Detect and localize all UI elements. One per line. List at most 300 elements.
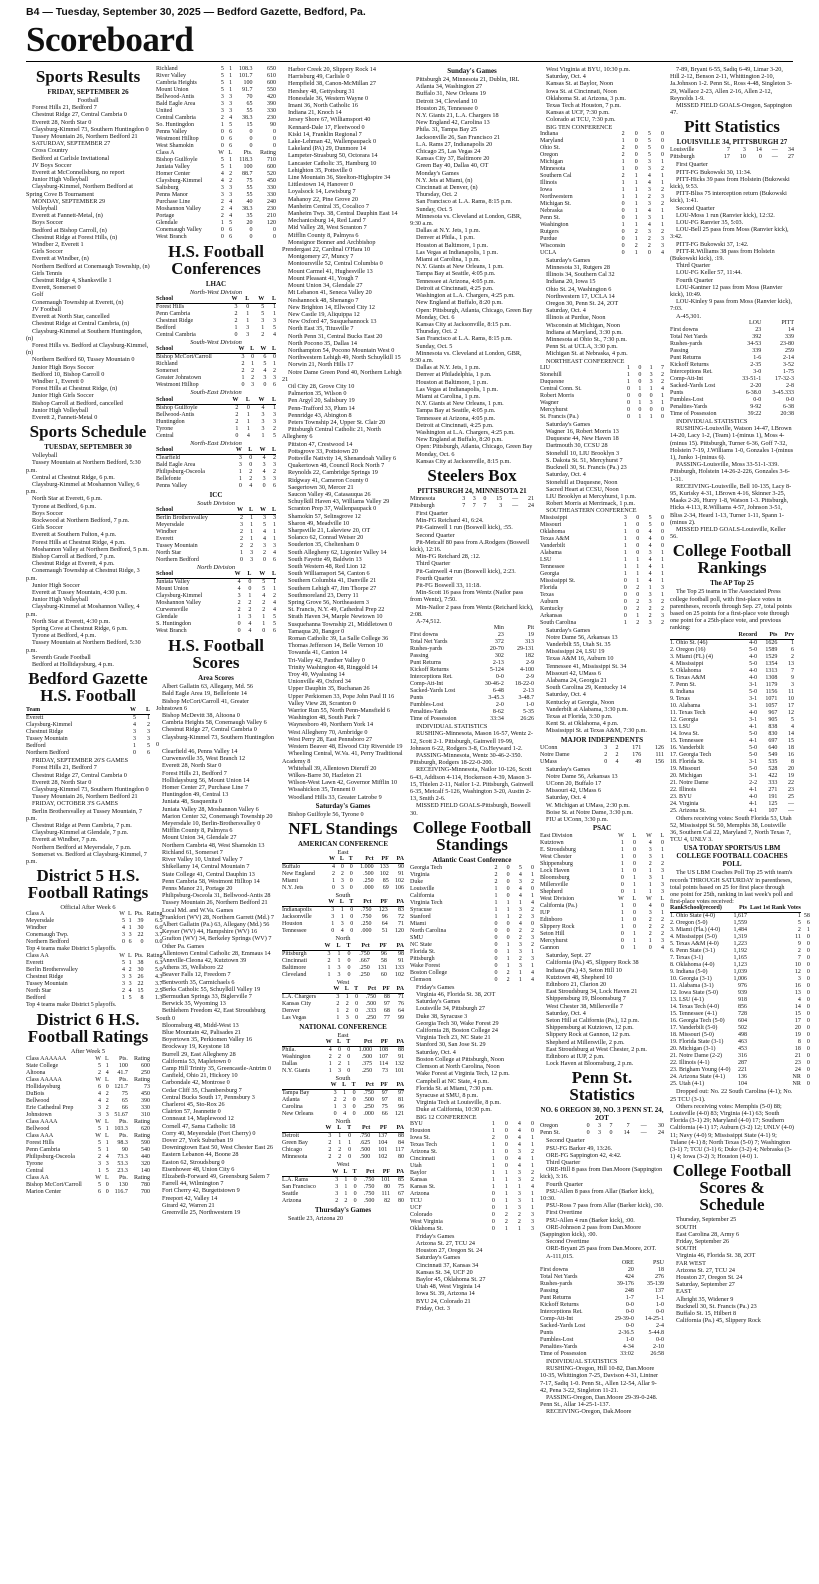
table-cell: 1	[661, 854, 664, 861]
table-row	[156, 108, 276, 115]
table-cell: 5	[273, 621, 276, 628]
table-cell: Texas Tech	[410, 1141, 437, 1148]
table-cell: 4. Mississippi	[670, 660, 704, 667]
list-item: Mount Union 34, Glendale 27	[162, 834, 237, 842]
table-cell: 0	[661, 903, 664, 910]
table-cell: 0	[806, 1053, 810, 1060]
table-cell: 1	[636, 556, 640, 563]
list-item: Cambria Heights 58, Conemaugh Valley 6	[162, 719, 267, 727]
list-item: FRIDAY, OCTOBER 3'S GAMES	[32, 800, 118, 808]
table-cell: 0	[620, 945, 624, 952]
table-cell: 0	[504, 1141, 508, 1148]
table-cell: 0	[350, 921, 354, 928]
table-cell: Rating	[260, 150, 276, 156]
table-row	[26, 1098, 150, 1105]
column-4	[410, 66, 534, 1576]
table-cell: 2	[648, 861, 652, 868]
table-cell: 102	[395, 878, 404, 885]
table-cell: 26:26	[520, 716, 534, 723]
list-item: Iowa St. at Cincinnati, Noon	[546, 87, 617, 95]
table-cell: Windber	[26, 925, 47, 932]
table-cell: 0-0	[786, 396, 794, 403]
list-item: Georgia Tech 30, Wake Forest 29	[416, 1019, 499, 1027]
list-item: Albert Gallatin (Pa.) 63, Allegany (Md.) 56	[162, 920, 270, 928]
table-cell: W	[218, 150, 224, 156]
table-cell: W	[327, 986, 339, 994]
list-item: Upper Perkiomen 33, Pope John Paul II 16	[288, 692, 395, 700]
table-cell: PF	[372, 899, 388, 907]
table-cell: .750	[361, 914, 372, 921]
table-row	[156, 433, 276, 440]
table-cell: 5-124	[489, 667, 504, 674]
list-item: Huntingdon 49, Central 13	[162, 791, 229, 799]
table-cell: 66	[381, 1111, 388, 1118]
table-cell: 6. Penn State (3-1)	[670, 948, 715, 955]
table-cell: 0	[483, 495, 487, 502]
table-header-row	[282, 1169, 404, 1177]
table-cell: 1	[327, 971, 331, 978]
list-item: Tampa Bay at Seattle, 4:05 p.m.	[416, 407, 496, 415]
list-item: RUSHING-Minnesota, Mason 16-57, Wentz 2-12, Scott 2-1. Pittsburgh, Gainwell 19-99, Johnson 6-22, Rodgers 3-8, Co.Heyward 1-2.	[410, 730, 533, 752]
table-cell: 0	[333, 1111, 337, 1118]
table-cell: 1	[649, 413, 653, 420]
list-item: New England 42, Carolina 13	[416, 119, 490, 127]
table-cell: 4-1	[749, 800, 758, 807]
table-row	[156, 185, 276, 192]
list-item: Green Bay 40, Dallas 40, OT	[416, 162, 489, 170]
table-row	[410, 1121, 534, 1128]
list-item: JV Boys Soccer	[32, 161, 72, 169]
table-cell: 15	[496, 495, 503, 502]
table-cell: 0	[504, 1162, 508, 1169]
table-row	[670, 731, 794, 738]
table-cell: North Star	[156, 550, 182, 557]
table-cell: 2	[249, 475, 253, 482]
table-cell: 102	[395, 971, 404, 978]
list-item: West Allegheny 70, Ambridge 0	[288, 728, 368, 736]
table-cell: 21. Notre Dame (2-2)	[670, 1053, 722, 1060]
big12-table	[410, 1121, 534, 1233]
table-cell: Bedford	[26, 995, 46, 1002]
table-cell: L	[339, 986, 348, 994]
table-cell: 0	[621, 214, 625, 221]
table-cell: 14-25-1	[645, 1315, 664, 1322]
table-cell: 4	[531, 969, 534, 976]
table-cell: Phila.	[282, 1046, 296, 1053]
table-cell: 0	[636, 535, 640, 542]
table-cell: 2	[249, 468, 253, 475]
hs-scores-list	[156, 683, 276, 1216]
table-cell: 0	[352, 1097, 356, 1104]
list-item: Saturday, Oct. 4	[546, 471, 586, 479]
nec-table	[540, 365, 664, 421]
list-item: Detroit at Cincinnati, 4:25 p.m.	[416, 421, 494, 429]
table-cell: Everett	[156, 536, 174, 543]
table-row	[156, 375, 276, 382]
list-item: Tennessee 41, Mississippi St. 34	[546, 662, 627, 670]
table-cell: 137	[378, 1133, 388, 1140]
table-row	[26, 911, 162, 918]
list-item: PITT-FG Bukowski 30, 11:34.	[676, 168, 752, 176]
table-row	[540, 550, 664, 557]
list-item: Tussey Mountain at Northern Bedford, 5:30 p.m.	[26, 459, 141, 474]
table-cell: 2-13	[492, 660, 504, 667]
table-cell: Tennessee	[282, 928, 307, 935]
table-cell: 0	[806, 934, 810, 941]
table-cell: Jacksonville	[282, 914, 312, 921]
list-item: Neshannock 48, Shenango 7	[288, 296, 359, 304]
table-row	[410, 639, 534, 646]
table-cell: 2	[220, 206, 224, 212]
table-cell: 30-46-2	[484, 681, 504, 688]
table-cell: Detroit	[282, 1133, 299, 1140]
table-cell: 4-0	[749, 639, 758, 646]
table-cell: 2	[229, 178, 233, 184]
list-item: Monday's Games	[416, 169, 459, 177]
table-row	[540, 180, 664, 187]
table-row	[540, 613, 664, 620]
table-cell: 4	[128, 988, 132, 995]
table-cell: 1	[621, 137, 625, 144]
table-cell: Bald Eagle Area	[156, 461, 196, 468]
table-row	[282, 1147, 404, 1154]
table-cell: 100	[243, 80, 253, 86]
table-cell: DuBois	[26, 1090, 45, 1097]
table-cell: PA	[388, 1082, 404, 1090]
table-cell: 0	[531, 1127, 534, 1134]
table-cell: 21. Notre Dame	[670, 779, 709, 786]
list-item: SOUTH	[676, 1223, 697, 1231]
table-cell: 2-9	[526, 674, 534, 681]
table-cell: 91.7	[241, 87, 253, 93]
table-cell: 1	[340, 914, 344, 921]
table-row	[156, 586, 276, 593]
table-cell: 24	[528, 502, 534, 509]
table-row	[410, 921, 534, 928]
table-row	[670, 808, 794, 815]
table-cell: 0	[249, 227, 253, 233]
district5-table	[26, 911, 162, 1009]
nfl-division-table	[282, 1125, 404, 1161]
list-item: Monday, Oct. 6	[416, 450, 455, 458]
table-cell: N.Y. Giants	[282, 1067, 311, 1074]
list-item: Miami at Carolina, 1 p.m.	[416, 256, 481, 264]
table-cell: 71	[398, 993, 404, 1000]
table-cell: 3	[649, 378, 653, 385]
table-cell: 1	[531, 1190, 534, 1197]
table-row	[410, 646, 534, 653]
table-cell: West Branch	[156, 628, 187, 635]
list-item: MISSED FIELD GOALS-Oregon, Sappington 47.	[670, 102, 792, 117]
table-cell: 117	[395, 1147, 404, 1154]
table-cell: 17	[794, 1018, 801, 1025]
list-item: Saturday, Oct. 4	[546, 73, 586, 81]
table-cell: 6	[273, 557, 276, 564]
table-cell: L	[660, 896, 664, 903]
table-cell: 2	[661, 931, 664, 938]
list-item: Quakertown 48, Council Rock North 7	[288, 462, 385, 470]
table-cell: 17. Vanderbilt (5-0)	[670, 1025, 718, 1032]
table-cell: 3	[220, 192, 224, 198]
table-cell: 3	[273, 461, 276, 468]
table-cell: .250	[361, 1067, 373, 1074]
nfl-standings-heading: NFL Standings	[288, 818, 398, 838]
table-cell: Slippery Rock	[540, 924, 575, 931]
table-cell: 5	[97, 1062, 101, 1069]
table-cell: 20	[794, 1025, 801, 1032]
table-cell: Juniata Valley	[156, 164, 190, 170]
table-cell: 1	[261, 432, 265, 439]
table-row	[670, 738, 794, 745]
table-cell: 1	[338, 1133, 342, 1140]
table-cell: 0	[248, 579, 252, 586]
table-cell: Indianapolis	[282, 907, 312, 914]
table-row	[540, 585, 664, 592]
table-cell: 104	[378, 1140, 388, 1147]
table-cell: Clemson	[410, 976, 432, 983]
table-cell: 0	[506, 934, 510, 941]
list-item: Woodland Hills 33, Greater Latrobe 9	[288, 793, 382, 801]
table-cell: 70	[246, 94, 253, 100]
list-item: Everett 28, North Star 0	[32, 118, 92, 126]
list-item: Bedford at Bishop Carroll, (n)	[32, 226, 107, 234]
list-item: Boise St. at Notre Dame, 3:30 p.m.	[546, 808, 633, 816]
table-cell: 4	[262, 593, 266, 600]
list-item: Conneaut 14, Maplewood 12	[162, 1115, 234, 1123]
table-cell: Missouri	[540, 521, 562, 528]
list-item: Chestnut Ridge at Forest Hills, (n)	[32, 233, 118, 241]
table-cell: Virginia	[410, 871, 430, 878]
table-cell: 2	[97, 1153, 101, 1160]
table-cell: 20	[788, 765, 794, 772]
table-cell: Total Net Yards	[410, 639, 448, 646]
table-cell: 3	[661, 612, 664, 619]
table-cell: 67	[398, 1190, 404, 1197]
nfl-division-heading: West	[336, 978, 350, 986]
table-cell: Saltsburg	[156, 185, 179, 191]
list-item: Saturday's Games	[546, 256, 591, 264]
table-cell: 2	[340, 871, 344, 878]
table-row	[26, 974, 162, 981]
table-cell: 0	[633, 861, 636, 868]
saturday-games-list	[282, 811, 404, 818]
table-cell: 0	[349, 878, 353, 885]
table-cell: L	[332, 1039, 341, 1047]
table-cell: 4	[647, 172, 651, 179]
table-cell: Pts.	[119, 1132, 128, 1139]
table-cell: PA	[388, 899, 404, 907]
list-item: Everett at North Star, cancelled	[32, 313, 110, 321]
table-row	[156, 164, 276, 171]
table-row	[540, 393, 664, 400]
table-cell: 103.3	[114, 1125, 128, 1132]
table-cell: Pittsburgh	[282, 950, 307, 957]
list-item: Valley View 28, Scranton 0	[288, 699, 356, 707]
table-row	[540, 145, 664, 152]
table-row	[410, 977, 534, 984]
table-cell: 967	[768, 709, 778, 716]
table-cell: 1	[246, 318, 250, 325]
table-cell: Syracuse	[410, 906, 432, 913]
table-cell: W	[119, 953, 125, 960]
list-item: Open: Pittsburgh, Atlanta, Chicago, Green Bay	[416, 443, 533, 451]
table-cell: Florida St.	[410, 948, 436, 955]
table-cell: Northwestern	[540, 193, 573, 200]
table-cell: 16	[794, 983, 801, 990]
table-cell: 1	[273, 304, 276, 311]
table-cell: 8-62	[492, 709, 504, 716]
table-cell: 1	[229, 164, 233, 170]
table-row	[282, 1046, 404, 1054]
district6-table	[26, 1056, 150, 1196]
table-cell: 2	[494, 864, 498, 871]
table-cell: 15	[137, 988, 144, 995]
table-cell: 0	[347, 950, 351, 957]
column-5	[540, 66, 664, 1576]
list-item: Waynesboro 49, Northern York 14	[288, 721, 374, 729]
big-ten-table	[540, 131, 664, 257]
table-cell: 23.3	[117, 1167, 128, 1174]
table-cell: Mississippi	[540, 514, 568, 521]
table-cell: 8	[140, 995, 144, 1002]
table-cell: 3	[462, 495, 466, 502]
table-row	[410, 1212, 534, 1219]
table-cell: Houston	[282, 921, 303, 928]
table-cell: 700	[141, 1188, 150, 1195]
table-cell: 2	[661, 371, 664, 378]
table-cell: 5. Oklahoma	[670, 667, 701, 674]
table-cell: 21	[528, 495, 534, 502]
table-cell: W	[223, 296, 238, 304]
table-cell	[116, 946, 125, 953]
table-cell: L	[632, 833, 636, 840]
table-cell: 13. LSU (4-1)	[670, 997, 704, 1004]
table-row	[410, 914, 534, 921]
table-cell: 4	[97, 1090, 101, 1097]
table-cell: 0	[140, 939, 144, 946]
table-cell: W	[254, 346, 266, 354]
table-cell: 1	[494, 913, 498, 920]
division-table	[156, 447, 276, 490]
table-cell: 330	[141, 1104, 150, 1111]
list-item: RUSHING-Oregon, Hill 10-82, Dan.Moore 10-35, Whittington 7-25, Davison 4-31, Lintner 7-17, Sadiq 1-0. Penn St., Allen 12-54, Allar 9-42, Pena 3-22, Singleton 11-21.	[540, 1365, 659, 1394]
table-cell: 4	[328, 1046, 332, 1053]
table-cell: 3-1	[749, 758, 758, 765]
table-cell: 1	[504, 1197, 508, 1204]
table-cell: 0	[806, 962, 810, 969]
list-item: Pittston 47, Crestwood 14	[288, 440, 353, 448]
table-row	[410, 1219, 534, 1226]
table-cell: 0	[355, 1014, 359, 1021]
table-cell: W	[119, 911, 125, 918]
table-cell: 856	[738, 1004, 748, 1011]
list-item: Northwestern Lehigh 49, North Schuylkill 15	[288, 354, 401, 362]
table-cell: 1	[531, 948, 534, 955]
division-heading: North-East Division	[190, 439, 242, 447]
table-cell: Record	[728, 632, 757, 640]
table-cell: 4-0	[749, 674, 758, 681]
list-item: Missouri 42, UMass 6	[546, 669, 602, 677]
table-cell: 0	[506, 878, 510, 885]
nfl-division-table	[282, 899, 404, 935]
table-cell: 14	[623, 1130, 630, 1137]
table-cell: 4	[648, 577, 652, 584]
list-item: Sunday, Oct. 5	[416, 342, 453, 350]
table-cell: 3	[229, 185, 233, 191]
table-cell: 6	[273, 482, 276, 489]
list-item: Corry 40, Meyersdale (Fort Cherry) 0	[162, 1129, 256, 1137]
table-cell: 12. Georgia	[670, 716, 699, 723]
table-cell: So. Huntingdon	[156, 122, 195, 128]
table-row	[670, 320, 794, 327]
list-item: Bucknell 30, St. Francis (Pa.) 23	[546, 464, 627, 472]
list-item: Open: Pittsburgh, Atlanta, Chicago, Green Bay	[416, 306, 533, 314]
table-cell: 6-48	[492, 688, 504, 695]
table-cell: 2	[338, 1154, 342, 1161]
table-cell: Notre Dame	[540, 751, 570, 758]
table-row	[282, 885, 404, 892]
table-row	[156, 87, 276, 94]
list-item: Central Bucks South 17, Pennsbury 3	[162, 1093, 255, 1101]
table-cell: Rushes-yards	[540, 1280, 573, 1287]
table-cell: 4	[237, 586, 241, 593]
table-cell: Washington	[540, 221, 569, 228]
table-cell: 10. Alabama	[670, 702, 701, 709]
list-item: Detroit at Cincinnati, 4:25 p.m.	[416, 284, 494, 292]
table-cell: L	[266, 447, 276, 455]
list-item: INDIVIDUAL STATISTICS	[546, 1357, 618, 1365]
table-cell: 1	[623, 619, 627, 626]
table-cell: 14	[788, 730, 794, 737]
table-cell: 5. Texas A&M (4-0)	[670, 941, 719, 948]
list-item: Mount Union 34, Glendale 27	[288, 282, 363, 290]
table-cell: 1	[649, 385, 653, 392]
table-cell: 1	[633, 882, 636, 889]
table-cell: Bishop McCort/Carroll	[26, 1181, 82, 1188]
table-row	[670, 376, 794, 383]
table-cell: 24. Virginia	[670, 800, 699, 807]
table-cell: .750	[359, 1133, 371, 1140]
list-item: Pit-FG Boswell 33, 11:18.	[416, 582, 481, 589]
table-row	[410, 1198, 534, 1205]
table-cell: 1	[250, 522, 254, 529]
table-row	[410, 1177, 534, 1184]
table-cell: 4	[648, 840, 652, 847]
table-row	[156, 101, 276, 108]
table-cell: 2	[531, 927, 534, 934]
table-cell: 0	[661, 144, 664, 151]
table-cell: 1,192	[733, 948, 748, 955]
table-header-row	[282, 986, 404, 994]
table-row	[540, 1130, 664, 1137]
table-cell: .250	[363, 878, 374, 885]
list-item: NORTHEAST CONFERENCE	[546, 357, 625, 365]
list-item: Shippensburg at Kutztown, 12 p.m.	[546, 1024, 634, 1032]
table-cell: 0	[806, 1039, 810, 1046]
table-cell: 2	[621, 130, 625, 137]
table-cell: 1-0	[625, 1336, 634, 1343]
table-cell: 2-35	[750, 361, 762, 368]
table-cell: California	[410, 892, 435, 899]
steelers-box-heading: Steelers Box	[427, 465, 517, 485]
list-item: Shippensburg 19, Bloomsburg 7	[546, 995, 626, 1003]
table-cell: Northern Bedford	[26, 750, 69, 757]
table-cell: 111	[381, 1190, 391, 1197]
table-header-row	[156, 296, 276, 304]
table-row	[156, 94, 276, 101]
list-item: FRIDAY, SEPTEMBER 26'S GAMES	[32, 757, 129, 765]
list-item: Albert Gallatin 63, Allegany, Md. 56	[162, 683, 254, 691]
